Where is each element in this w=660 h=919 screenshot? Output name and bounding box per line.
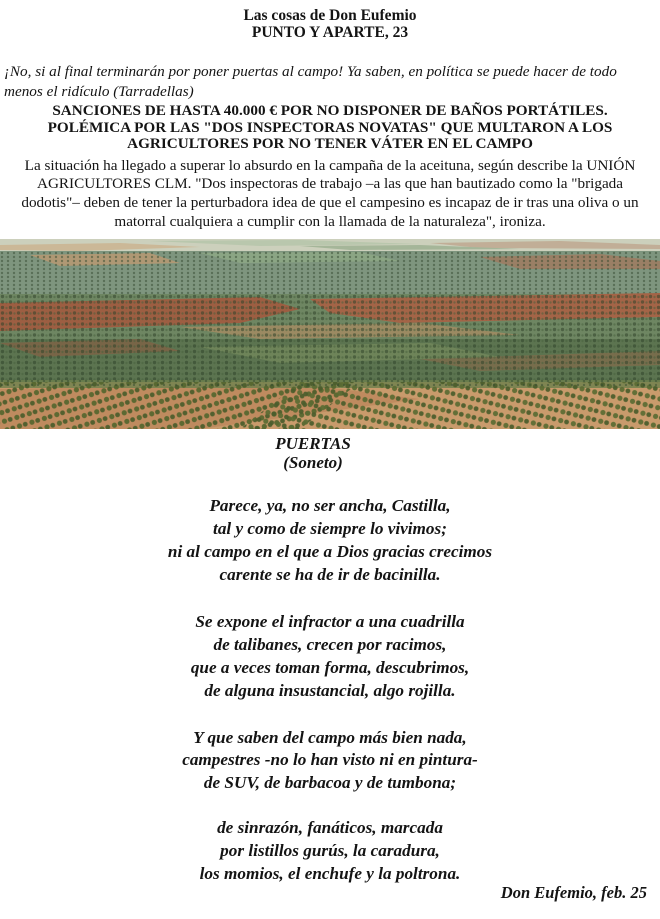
poem-line: tal y como de siempre lo vivimos; (213, 518, 447, 538)
poem-line: por listillos gurús, la caradura, (220, 840, 440, 860)
poem-stanza-3 (0, 727, 660, 795)
poem-line: carente se ha de ir de bacinilla. (219, 564, 441, 584)
poem-line: Parece, ya, no ser ancha, Castilla, (209, 496, 451, 516)
poem-stanza-2 (0, 611, 660, 702)
poem-stanza-1 (0, 495, 660, 586)
article-headline: SANCIONES DE HASTA 40.000 € POR NO DISPONER DE BAÑOS PORTÁTILES. POLÉMICA POR LAS "DOS INSPECTORAS NOVATAS" QUE MULTARON A LOS AGRICULTORES POR NO TENER VÁTER EN EL CAMPO (47, 102, 613, 153)
poem (0, 434, 660, 902)
poem-line: Y que saben del campo más bien nada, (193, 727, 467, 747)
poem-line: de SUV, de barbacoa y de tumbona; (203, 773, 457, 793)
poem-stanza-4 (0, 817, 660, 885)
poem-line: de alguna insustancial, algo rojilla. (204, 680, 456, 700)
poem-header (0, 434, 643, 472)
poem-line: ni al campo en el que a Dios gracias crecimos (167, 541, 493, 561)
poem-subtitle: (Soneto) (283, 453, 343, 473)
intro-quote: ¡No, si al final terminarán por poner puertas al campo! Ya saben, en política se puede hacer de todo menos el ridículo (Tarradellas) (4, 63, 617, 100)
poem-line: que a veces toman forma, descubrimos, (190, 657, 470, 677)
title-line-2: PUNTO Y APARTE, 23 (251, 24, 409, 41)
poem-line: de talibanes, crecen por racimos, (213, 635, 447, 655)
poem-title: PUERTAS (275, 434, 351, 454)
title-line-1: Las cosas de Don Eufemio (243, 7, 417, 24)
poem-line: Se expone el infractor a una cuadrilla (195, 612, 465, 632)
poem-signature: Don Eufemio, feb. 25 (500, 883, 647, 903)
poem-line: campestres -no lo han visto ni en pintura- (182, 750, 478, 770)
document-title (0, 0, 660, 41)
article-body: La situación ha llegado a superar lo absurdo en la campaña de la aceituna, según describe la UNIÓN AGRICULTORES CLM. "Dos inspectoras de trabajo –a las que han bautizado como la "brigada dodotis"– deben de tener la perturbadora idea de que el campesino es incapaz de ir tras una oliva o un matorral cualquiera a cumplir con la llamada de la naturaleza", ironiza. (21, 156, 639, 230)
poem-line: de sinrazón, fanáticos, marcada (217, 817, 443, 837)
poem-line: los momios, el enchufe y la poltrona. (199, 863, 461, 883)
olive-grove-photo (0, 239, 660, 429)
